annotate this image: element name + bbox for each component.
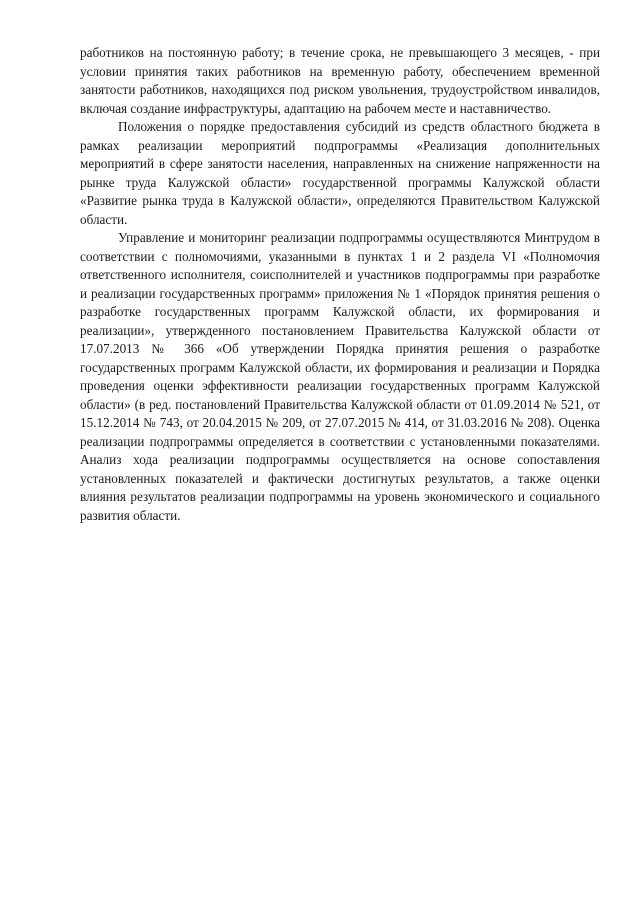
paragraph-continuation: работников на постоянную работу; в течение срока, не превышающего 3 месяцев, - при условии принятия таких работников на временную работу, обеспечением временной занятости работников, находящихся под риском увольнения, трудоустройством инвалидов, включая создание инфраструктуры, адаптацию на рабочем месте и наставничество. [80, 45, 600, 116]
paragraph-subsidies: Положения о порядке предоставления субсидий из средств областного бюджета в рамках реализации мероприятий подпрограммы «Реализация дополнительных мероприятий в сфере занятости населения, направленных на снижение напряженности на рынке труда Калужской области» государственной программы Калужской области «Развитие рынка труда в Калужской области», определяются Правительством Калужской области. [80, 119, 600, 227]
document-body [80, 44, 600, 525]
paragraph-management: Управление и мониторинг реализации подпрограммы осуществляются Минтрудом в соответствии с полномочиями, указанными в пунктах 1 и 2 раздела VI «Полномочия ответственного исполнителя, соисполнителей и участников подпрограммы при разработке и реализации государственных программ» приложения № 1 «Порядок принятия решения о разработке государственных программ Калужской области, их формирования и реализации», утвержденного постановлением Правительства Калужской области от 17.07.2013 № 366 «Об утверждении Порядка принятия решения о разработке государственных программ Калужской области, их формирования и реализации и Порядка проведения оценки эффективности реализации государственных программ Калужской области» (в ред. постановлений Правительства Калужской области от 01.09.2014 № 521, от 15.12.2014 № 743, от 20.04.2015 № 209, от 27.07.2015 № 414, от 31.03.2016 № 208). Оценка реализации подпрограммы определяется в соответствии с установленными показателями. Анализ хода реализации подпрограммы осуществляется на основе сопоставления установленных показателей и фактически достигнутых результатов, а также оценки влияния результатов реализации подпрограммы на уровень экономического и социального развития области. [80, 230, 600, 523]
